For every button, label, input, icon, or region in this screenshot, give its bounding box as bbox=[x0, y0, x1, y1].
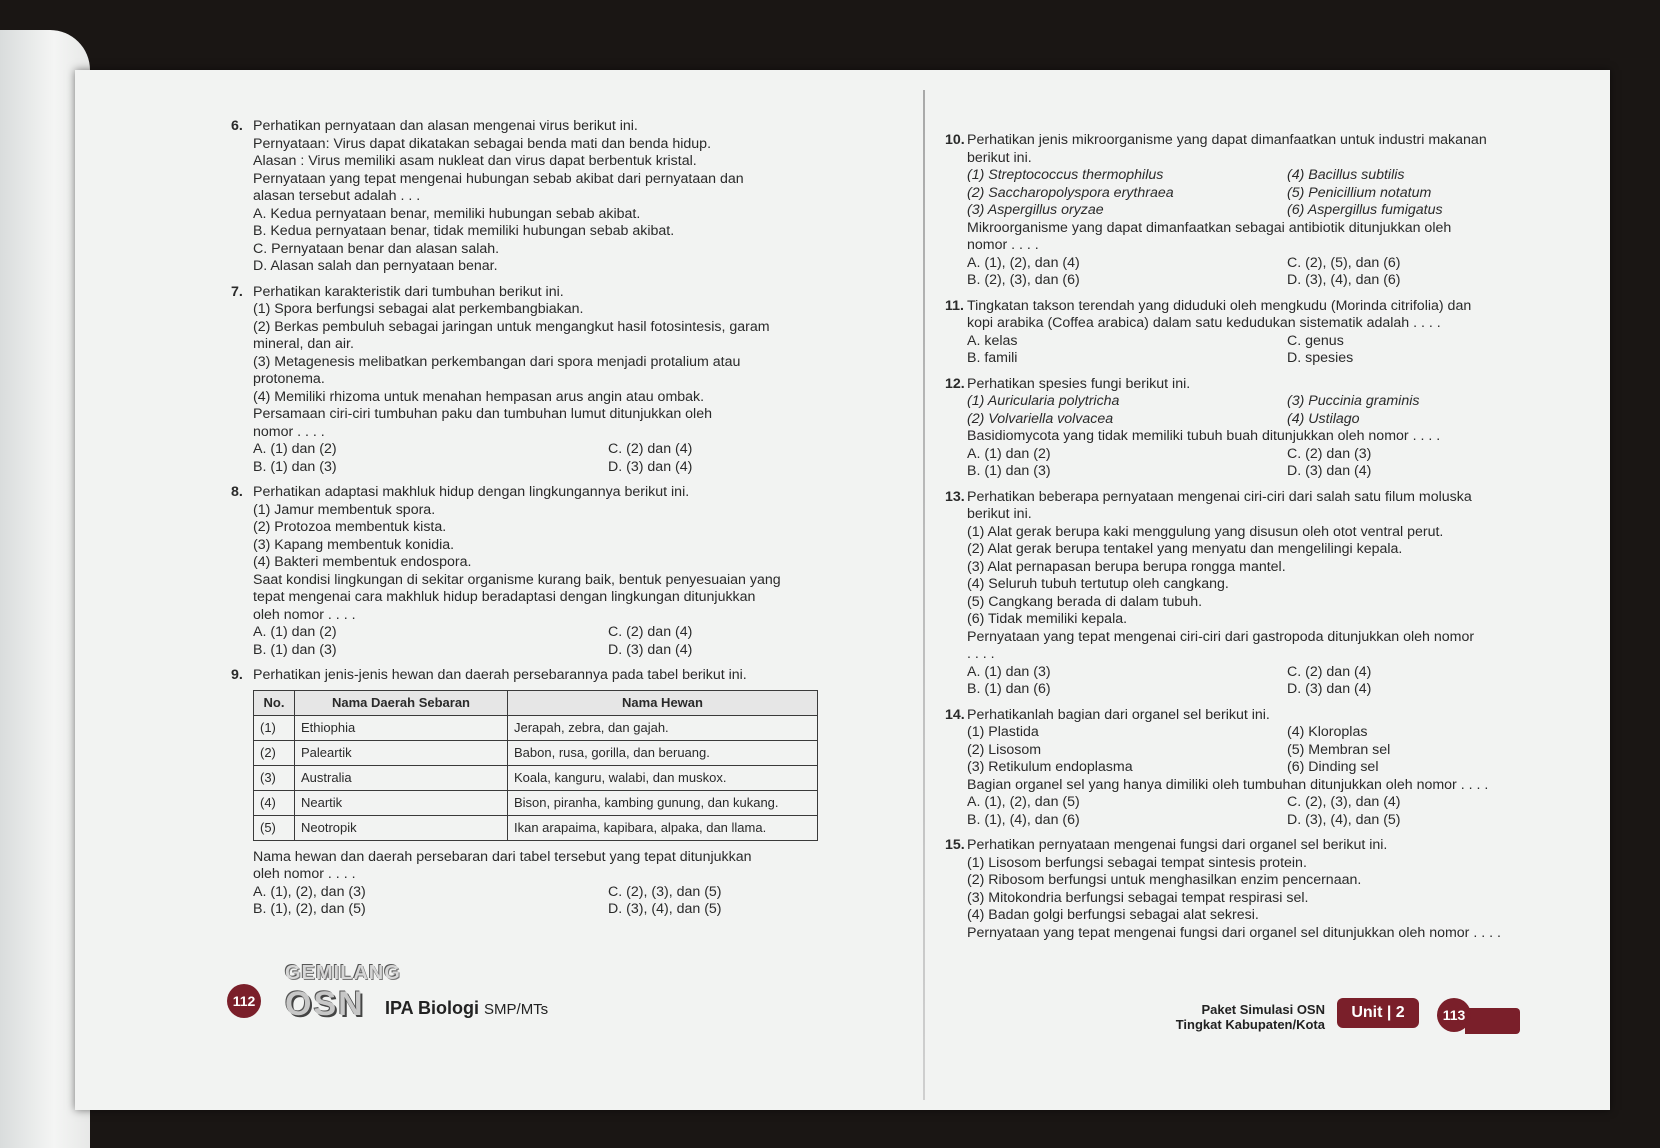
list-item: (3) Aspergillus oryzae bbox=[967, 202, 1104, 218]
answer-option: C. (2) dan (4) bbox=[608, 624, 693, 640]
table-cell: (2) bbox=[254, 740, 295, 765]
table-cell: (4) bbox=[254, 790, 295, 815]
question-number: 11. bbox=[945, 297, 964, 314]
question-stem: Perhatikan adaptasi makhluk hidup dengan lingkungannya berikut ini. bbox=[253, 484, 690, 500]
gemilang-osn-logo bbox=[285, 962, 401, 1032]
book-spread bbox=[75, 70, 1610, 1110]
table-cell: Bison, piranha, kambing gunung, dan kukang. bbox=[508, 790, 818, 815]
answer-option: B. (2), (3), dan (6) bbox=[967, 272, 1080, 288]
list-item: (5) Penicillium notatum bbox=[1287, 184, 1432, 201]
list-item: (2) Lisosom bbox=[967, 741, 1042, 758]
answer-option: D. (3), (4), dan (6) bbox=[1287, 272, 1401, 288]
question-number: 12. bbox=[945, 375, 965, 392]
question-line: Saat kondisi lingkungan di sekitar organisme kurang baik, bentuk penyesuaian yang bbox=[253, 571, 781, 588]
page-number-right: 113 bbox=[1437, 998, 1471, 1032]
answer-option: B. (1) dan (6) bbox=[967, 681, 1051, 697]
page-number-left: 112 bbox=[227, 984, 261, 1018]
question-line: Alasan : Virus memiliki asam nukleat dan virus dapat berbentuk kristal. bbox=[253, 153, 697, 169]
question-line: Nama hewan dan daerah persebaran dari tabel tersebut yang tepat ditunjukkan bbox=[253, 848, 752, 865]
question-line: tepat mengenai cara makhluk hidup beradaptasi dengan lingkungan ditunjukkan bbox=[253, 589, 756, 605]
column-header: No. bbox=[254, 690, 295, 715]
question-stem: Perhatikan jenis mikroorganisme yang dapat dimanfaatkan untuk industri makanan bbox=[967, 132, 1487, 148]
right-page-column bbox=[945, 132, 1597, 950]
question-line: Pernyataan yang tepat mengenai ciri-ciri dari gastropoda ditunjukkan oleh nomor bbox=[967, 628, 1475, 645]
question-number: 7. bbox=[231, 283, 243, 300]
answer-option: B. (1) dan (3) bbox=[253, 641, 337, 658]
question-14 bbox=[945, 706, 1597, 830]
question-stem: Perhatikan pernyataan mengenai fungsi dari organel sel berikut ini. bbox=[967, 837, 1388, 853]
answer-option: D. (3) dan (4) bbox=[1287, 681, 1372, 697]
answer-option: A. kelas bbox=[967, 332, 1018, 349]
list-item: (4) Kloroplas bbox=[1287, 724, 1368, 740]
list-item: (4) Bakteri membentuk endospora. bbox=[253, 554, 472, 570]
question-10 bbox=[945, 132, 1597, 290]
question-number: 15. bbox=[945, 837, 965, 853]
list-item: (1) Alat gerak berupa kaki menggulung yang disusun oleh otot ventral perut. bbox=[967, 523, 1444, 540]
answer-option: A. (1) dan (2) bbox=[967, 445, 1051, 462]
question-line: Pernyataan yang tepat mengenai hubungan sebab akibat dari pernyataan dan bbox=[253, 170, 744, 187]
list-item: (1) Auricularia polytricha bbox=[967, 393, 1120, 409]
list-item: (6) Aspergillus fumigatus bbox=[1287, 202, 1443, 218]
answer-option: C. (2) dan (3) bbox=[1287, 445, 1372, 462]
list-item: (3) Retikulum endoplasma bbox=[967, 759, 1133, 775]
logo-main-text: OSN bbox=[285, 985, 365, 1023]
question-stem: Tingkatan takson terendah yang diduduki oleh mengkudu (Morinda citrifolia) dan bbox=[967, 297, 1472, 314]
logo-top-text: GEMILANG bbox=[285, 962, 401, 984]
question-stem: kopi arabika (Coffea arabica) dalam satu kedudukan sistematik adalah . . . . bbox=[967, 315, 1441, 331]
table-cell: Koala, kanguru, walabi, dan muskox. bbox=[508, 765, 818, 790]
list-item: (1) Streptococcus thermophilus bbox=[967, 167, 1164, 183]
question-stem: Perhatikan karakteristik dari tumbuhan berikut ini. bbox=[253, 283, 564, 300]
answer-option: A. (1), (2), dan (3) bbox=[253, 883, 366, 900]
question-line: Pernyataan: Virus dapat dikatakan sebagai benda mati dan benda hidup. bbox=[253, 135, 712, 152]
list-item: (1) Spora berfungsi sebagai alat perkembangbiakan. bbox=[253, 301, 584, 317]
question-number: 8. bbox=[231, 484, 243, 500]
question-8 bbox=[231, 484, 953, 659]
list-item: (5) Membran sel bbox=[1287, 741, 1391, 758]
list-item: (2) Saccharopolyspora erythraea bbox=[967, 184, 1174, 201]
table-cell: Neartik bbox=[295, 790, 508, 815]
list-item: (1) Jamur membentuk spora. bbox=[253, 501, 436, 518]
table-row bbox=[254, 715, 818, 740]
answer-option: D. Alasan salah dan pernyataan benar. bbox=[253, 258, 498, 274]
list-item: protonema. bbox=[253, 371, 325, 387]
list-item: (3) Mitokondria berfungsi sebagai tempat respirasi sel. bbox=[967, 889, 1309, 906]
list-item: (4) Badan golgi berfungsi sebagai alat sekresi. bbox=[967, 907, 1259, 923]
list-item: (5) Cangkang berada di dalam tubuh. bbox=[967, 593, 1203, 610]
question-number: 10. bbox=[945, 132, 965, 148]
species-distribution-table bbox=[253, 690, 818, 841]
table-row bbox=[254, 815, 818, 840]
answer-option: A. (1) dan (2) bbox=[253, 624, 337, 640]
list-item: (1) Plastida bbox=[967, 724, 1039, 740]
list-item: (2) Protozoa membentuk kista. bbox=[253, 519, 447, 535]
answer-option: B. Kedua pernyataan benar, tidak memiliki hubungan sebab akibat. bbox=[253, 223, 675, 239]
question-line: Perhatikan pernyataan dan alasan mengenai virus berikut ini. bbox=[253, 118, 638, 134]
question-stem: berikut ini. bbox=[967, 506, 1032, 522]
question-number: 6. bbox=[231, 118, 243, 134]
paket-line-2: Tingkat Kabupaten/Kota bbox=[1175, 1017, 1325, 1032]
left-page-column bbox=[231, 118, 953, 927]
answer-option: A. (1) dan (2) bbox=[253, 441, 337, 457]
question-line: Mikroorganisme yang dapat dimanfaatkan sebagai antibiotik ditunjukkan oleh bbox=[967, 219, 1452, 236]
question-13 bbox=[945, 488, 1597, 699]
list-item: (3) Alat pernapasan berupa berupa rongga mantel. bbox=[967, 558, 1286, 575]
table-cell: Ethiophia bbox=[295, 715, 508, 740]
question-line: alasan tersebut adalah . . . bbox=[253, 188, 421, 204]
paket-line-1: Paket Simulasi OSN bbox=[1201, 1002, 1325, 1017]
table-cell: Jerapah, zebra, dan gajah. bbox=[508, 715, 818, 740]
table-cell: Paleartik bbox=[295, 740, 508, 765]
table-row bbox=[254, 740, 818, 765]
question-stem: Perhatikan spesies fungi berikut ini. bbox=[967, 375, 1191, 392]
answer-option: C. (2), (3), dan (4) bbox=[1287, 794, 1401, 810]
answer-option: D. (3), (4), dan (5) bbox=[1287, 811, 1401, 828]
question-number: 13. bbox=[945, 488, 965, 505]
question-stem: Perhatikan beberapa pernyataan mengenai ciri-ciri dari salah satu filum moluska bbox=[967, 488, 1472, 505]
answer-option: A. Kedua pernyataan benar, memiliki hubungan sebab akibat. bbox=[253, 205, 641, 222]
question-15 bbox=[945, 837, 1597, 942]
unit-badge: Unit | 2 bbox=[1337, 998, 1419, 1028]
question-7 bbox=[231, 283, 953, 477]
answer-option: D. (3) dan (4) bbox=[608, 641, 693, 658]
answer-option: C. genus bbox=[1287, 332, 1344, 349]
question-line: Basidiomycota yang tidak memiliki tubuh buah ditunjukkan oleh nomor . . . . bbox=[967, 428, 1441, 444]
list-item: (2) Berkas pembuluh sebagai jaringan untuk mengangkut hasil fotosintesis, garam bbox=[253, 318, 770, 335]
table-cell: Neotropik bbox=[295, 815, 508, 840]
answer-option: B. (1), (4), dan (6) bbox=[967, 811, 1080, 828]
answer-option: A. (1), (2), dan (4) bbox=[967, 254, 1080, 271]
book-title bbox=[385, 998, 548, 1019]
question-line: Persamaan ciri-ciri tumbuhan paku dan tumbuhan lumut ditunjukkan oleh bbox=[253, 406, 712, 422]
list-item: (3) Metagenesis melibatkan perkembangan dari spora menjadi protalium atau bbox=[253, 353, 741, 370]
answer-option: B. (1) dan (3) bbox=[253, 458, 337, 475]
question-9 bbox=[231, 667, 953, 919]
answer-option: C. Pernyataan benar dan alasan salah. bbox=[253, 240, 500, 257]
book-title-main: IPA Biologi bbox=[385, 998, 479, 1018]
list-item: (4) Seluruh tubuh tertutup oleh cangkang. bbox=[967, 576, 1229, 592]
list-item: (3) Puccinia graminis bbox=[1287, 393, 1420, 409]
answer-option: B. (1) dan (3) bbox=[967, 463, 1051, 479]
answer-option: A. (1) dan (3) bbox=[967, 663, 1051, 680]
answer-option: B. famili bbox=[967, 350, 1018, 366]
question-6 bbox=[231, 118, 953, 276]
list-item: (6) Tidak memiliki kepala. bbox=[967, 611, 1128, 627]
question-line: Bagian organel sel yang hanya dimiliki oleh tumbuhan ditunjukkan oleh nomor . . . . bbox=[967, 776, 1489, 793]
list-item: (4) Memiliki rhizoma untuk menahan hempasan arus angin atau ombak. bbox=[253, 388, 705, 405]
answer-option: C. (2) dan (4) bbox=[608, 441, 693, 457]
question-line: nomor . . . . bbox=[967, 237, 1039, 253]
table-cell: (3) bbox=[254, 765, 295, 790]
column-header: Nama Hewan bbox=[508, 690, 818, 715]
question-line: oleh nomor . . . . bbox=[253, 606, 356, 623]
answer-option: B. (1), (2), dan (5) bbox=[253, 901, 366, 917]
answer-option: A. (1), (2), dan (5) bbox=[967, 794, 1080, 810]
question-line: . . . . bbox=[967, 646, 995, 662]
table-cell: Australia bbox=[295, 765, 508, 790]
answer-option: D. (3) dan (4) bbox=[608, 458, 693, 475]
list-item: mineral, dan air. bbox=[253, 336, 354, 352]
column-header: Nama Daerah Sebaran bbox=[295, 690, 508, 715]
list-item: (2) Alat gerak berupa tentakel yang menyatu dan mengelilingi kepala. bbox=[967, 541, 1403, 557]
list-item: (4) Ustilago bbox=[1287, 410, 1360, 427]
question-line: oleh nomor . . . . bbox=[253, 866, 356, 882]
answer-option: C. (2) dan (4) bbox=[1287, 663, 1372, 680]
paket-label bbox=[1175, 1002, 1325, 1032]
list-item: (4) Bacillus subtilis bbox=[1287, 167, 1405, 183]
question-11 bbox=[945, 297, 1597, 368]
question-number: 14. bbox=[945, 706, 965, 723]
list-item: (1) Lisosom berfungsi sebagai tempat sintesis protein. bbox=[967, 854, 1307, 871]
answer-option: D. (3), (4), dan (5) bbox=[608, 901, 722, 917]
table-cell: Ikan arapaima, kapibara, alpaka, dan llama. bbox=[508, 815, 818, 840]
question-stem: Perhatikan jenis-jenis hewan dan daerah persebarannya pada tabel berikut ini. bbox=[253, 667, 747, 683]
answer-option: C. (2), (3), dan (5) bbox=[608, 883, 722, 900]
table-cell: (5) bbox=[254, 815, 295, 840]
list-item: (6) Dinding sel bbox=[1287, 759, 1379, 775]
footer-stripe bbox=[1465, 1008, 1520, 1034]
table-header-row bbox=[254, 690, 818, 715]
question-line: nomor . . . . bbox=[253, 423, 325, 440]
table-cell: (1) bbox=[254, 715, 295, 740]
table-row bbox=[254, 790, 818, 815]
question-12 bbox=[945, 375, 1597, 481]
question-line: Pernyataan yang tepat mengenai fungsi dari organel sel ditunjukkan oleh nomor . . . . bbox=[967, 924, 1501, 941]
question-stem: berikut ini. bbox=[967, 149, 1032, 166]
list-item: (2) Ribosom berfungsi untuk menghasilkan enzim pencernaan. bbox=[967, 872, 1362, 888]
answer-option: C. (2), (5), dan (6) bbox=[1287, 254, 1401, 271]
question-number: 9. bbox=[231, 667, 243, 683]
answer-option: D. (3) dan (4) bbox=[1287, 463, 1372, 479]
table-row bbox=[254, 765, 818, 790]
list-item: (3) Kapang membentuk konidia. bbox=[253, 536, 455, 553]
question-stem: Perhatikanlah bagian dari organel sel berikut ini. bbox=[967, 706, 1270, 723]
book-title-sub: SMP/MTs bbox=[484, 1001, 549, 1018]
answer-option: D. spesies bbox=[1287, 350, 1354, 366]
list-item: (2) Volvariella volvacea bbox=[967, 410, 1114, 427]
table-cell: Babon, rusa, gorilla, dan beruang. bbox=[508, 740, 818, 765]
